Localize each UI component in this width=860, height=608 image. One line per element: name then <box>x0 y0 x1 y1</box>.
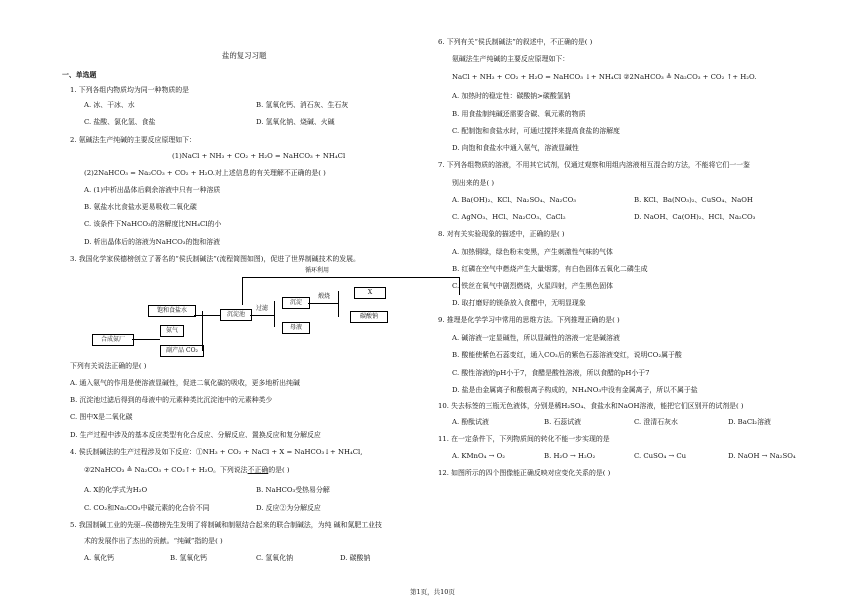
q11-stem: 11. 在一定条件下，下列物质间的转化不能一步实现的是 <box>438 435 610 443</box>
q7-option-c: C. AgNO₃、HCl、Na₂CO₃、CaCl₂ <box>452 213 566 221</box>
q7-stem-2: 别出来的是( ) <box>452 179 495 187</box>
q11-option-d: D. NaOH → Na₂SO₄ <box>728 452 796 460</box>
page-title: 盐的复习习题 <box>222 51 267 60</box>
q8-option-c: C. 铁丝在氧气中剧烈燃烧，火星四射，产生黑色固体 <box>452 282 613 290</box>
flow-filter-label: 过滤 <box>256 305 269 312</box>
q1-option-a: A. 冰、干冰、水 <box>84 101 135 109</box>
flow-plant-box: 合成氨厂 <box>92 334 134 346</box>
q8-option-b: B. 红磷在空气中燃烧产生大量烟雾，有白色固体五氧化二磷生成 <box>452 265 648 273</box>
q4-line-2-pre: ②2NaHCO₃ ≜ Na₂CO₃ + CO₂↑+ H₂O。下列说法 <box>84 466 248 474</box>
flow-line-split <box>274 301 275 327</box>
q9-option-a: A. 碱溶液一定显碱性，所以显碱性的溶液一定是碱溶液 <box>452 334 620 342</box>
q8-option-a: A. 加热铜绿，绿色粉末变黑，产生刺激性气味的气体 <box>452 248 613 256</box>
flow-ammonia-box: 氨气 <box>160 325 184 337</box>
q10-option-c: C. 澄清石灰水 <box>634 418 678 426</box>
q1-stem: 1. 下列各组内物质均为同一种物质的是 <box>70 86 190 94</box>
q3-question: 下列有关说法正确的是( ) <box>70 362 147 370</box>
q10-stem: 10. 失去标签的三瓶无色液体，分别是稀H₂SO₄、食盐水和NaOH溶液，能把它们区别开的试剂是( ) <box>438 402 744 410</box>
q3-option-b: B. 沉淀池过滤后得到的母液中的元素种类比沉淀池中的元素种类少 <box>70 396 273 404</box>
flow-loop-label: 循环利用 <box>305 267 330 274</box>
q5-option-a: A. 氧化钙 <box>84 554 115 562</box>
flow-mother-box: 母液 <box>282 322 310 334</box>
q5-option-c: C. 氢氧化钠 <box>256 554 293 562</box>
flow-precipitate-box: 沉淀 <box>282 297 310 309</box>
flow-loop-left <box>242 277 243 305</box>
q6-line-2: 氨碱法生产纯碱的主要反应原理如下： <box>452 55 570 63</box>
q2-option-b: B. 氨盐水比食盐水更易吸收二氧化碳 <box>84 203 197 211</box>
q6-line-3: NaCl + NH₃ + CO₂ + H₂O = NaHCO₃ ↓+ NH₄Cl ②2NaHCO₃ ≜ Na₂CO₃ + CO₂ ↑+ H₂O. <box>452 73 757 81</box>
q6-stem: 6. 下列有关“侯氏制碱法”的叙述中，不正确的是( ) <box>438 38 593 46</box>
q7-option-d: D. NaOH、Ca(OH)₂、HCl、Na₂CO₃ <box>634 213 756 221</box>
flow-brine-box: 饱和食盐水 <box>148 305 196 317</box>
q12-stem: 12. 如图所示的四个图像能正确反映对应变化关系的是( ) <box>438 469 611 477</box>
q8-stem: 8. 对有关实验现象的描述中，正确的是( ) <box>438 230 565 238</box>
q9-option-d: D. 盐是由金属离子和酸根离子构成的，NH₄NO₃中没有金属离子，所以不属于盐 <box>452 386 698 394</box>
q10-option-b: B. 石蕊试液 <box>544 418 582 426</box>
q6-option-a: A. 加热时的稳定性：碳酸钠>碳酸氢钠 <box>452 92 571 100</box>
q3-flowchart <box>92 267 422 357</box>
q4-option-a: A. X的化学式为H₂O <box>84 486 148 494</box>
page-footer: 第1页，共10页 <box>410 588 455 596</box>
flow-soda-box: 碳酸钠 <box>350 311 388 323</box>
q3-option-a: A. 通入氨气的作用是使溶液显碱性，促进二氧化碳的吸收，更多地析出纯碱 <box>70 379 300 387</box>
q9-stem: 9. 推理是化学学习中常用的思维方法。下列推理正确的是( ) <box>438 316 620 324</box>
q6-option-d: D. 向饱和食盐水中通入氨气，溶液显碱性 <box>452 144 579 152</box>
q11-option-c: C. CuSO₄ → Cu <box>634 452 687 460</box>
section-heading: 一、单选题 <box>62 71 97 79</box>
flow-line-filter <box>250 315 274 316</box>
q1-option-d: D. 氢氧化钠、烧碱、火碱 <box>256 118 335 126</box>
q4-line-2 <box>84 466 290 475</box>
q3-option-d: D. 生产过程中涉及的基本反应类型有化合反应、分解反应、置换反应和复分解反应 <box>70 431 321 439</box>
q9-option-b: B. 酸能使紫色石蕊变红，通入CO₂后的紫色石蕊溶液变红，说明CO₂属于酸 <box>452 351 682 359</box>
q5-option-d: D. 碳酸钠 <box>340 554 371 562</box>
q5-option-b: B. 氢氧化钙 <box>170 554 208 562</box>
q7-option-b: B. KCl、Ba(NO₃)₂、CuSO₄、NaOH <box>634 196 753 204</box>
q5-stem-2: 术的发展作出了杰出的贡献。“纯碱”指的是( ) <box>84 537 223 545</box>
q1-option-b: B. 氢氧化钙、消石灰、生石灰 <box>256 101 349 109</box>
q7-stem: 7. 下列各组物质的溶液，不用其它试剂，仅通过观察和用组内溶液相互混合的方法，不能将它们一一鉴 <box>438 161 750 169</box>
q1-option-c: C. 盐酸、氯化氢、食盐 <box>84 118 156 126</box>
flow-x-box: X <box>354 287 386 299</box>
q5-stem: 5. 我国制碱工业的先驱--侯德榜先生发明了将制碱和制氨结合起来的联合制碱法，为纯 碱和氮肥工业技 <box>70 521 382 529</box>
q4-line-2-post: 的是( ) <box>268 466 290 474</box>
q2-option-c: C. 该条件下NaHCO₃的溶解度比NH₄Cl的小 <box>84 220 222 228</box>
q10-option-d: D. BaCl₂溶液 <box>728 418 771 426</box>
flow-line-collect <box>202 311 203 351</box>
q11-option-b: B. H₂O → H₂O₂ <box>544 452 596 460</box>
flow-line-plant <box>132 339 160 340</box>
q2-equation-1: (1)NaCl + NH₃ + CO₂ + H₂O = NaHCO₃ + NH₄Cl <box>172 152 346 160</box>
q6-option-b: B. 用食盐制纯碱还需要含碳、氧元素的物质 <box>452 110 586 118</box>
q11-option-a: A. KMnO₄ → O₂ <box>452 452 505 460</box>
q4-option-b: B. NaHCO₃受热易分解 <box>256 486 330 494</box>
q4-line-2-underlined: 不正确 <box>247 466 269 474</box>
q2-option-a: A. (1)中析出晶体后剩余溶液中只有一种溶质 <box>84 186 221 194</box>
q2-equation-2: (2)2NaHCO₃ = Na₂CO₃ + CO₂ + H₂O.对上述信息的有关理解不正确的是( ) <box>84 169 326 177</box>
q10-option-a: A. 酚酞试液 <box>452 418 489 426</box>
q2-option-d: D. 析出晶体后的溶液为NaHCO₃的饱和溶液 <box>84 238 220 246</box>
flow-loop-line <box>242 277 460 278</box>
q4-stem: 4. 侯氏制碱法的生产过程涉及如下反应：①NH₃ + CO₂ + NaCl + X = NaHCO₃↓+ NH₄Cl, <box>70 448 363 456</box>
q4-option-c: C. CO₂和Na₂CO₃中碳元素的化合价不同 <box>84 504 210 512</box>
q7-option-a: A. Ba(OH)₂、KCl、Na₂SO₄、Na₂CO₃ <box>452 196 577 204</box>
q3-stem: 3. 我国化学家侯德榜创立了著名的“侯氏制碱法”(流程简图如图)，促进了世界制碱技术的发展。 <box>70 255 360 263</box>
flow-calcine-label: 煅烧 <box>318 293 331 300</box>
q2-stem: 2. 氨碱法生产纯碱的主要反应原理如下： <box>70 136 196 144</box>
flow-line-split2 <box>338 291 339 317</box>
flow-byproduct-box: 副产品 CO₂ <box>160 345 204 357</box>
q8-option-d: D. 取打磨好的镁条放入食醋中，无明显现象 <box>452 299 586 307</box>
q9-option-c: C. 酸性溶液的pH小于7，食醋是酸性溶液，所以食醋的pH小于7 <box>452 369 650 377</box>
q3-option-c: C. 图中X是二氧化碳 <box>70 413 133 421</box>
flow-line-to-pool <box>194 315 220 316</box>
q6-option-c: C. 配制饱和食盐水时，可通过搅拌来提高食盐的溶解度 <box>452 127 620 135</box>
q4-option-d: D. 反应②为分解反应 <box>256 504 321 512</box>
flow-line-calcine <box>308 303 338 304</box>
flow-sediment-box: 沉淀池 <box>220 309 252 321</box>
